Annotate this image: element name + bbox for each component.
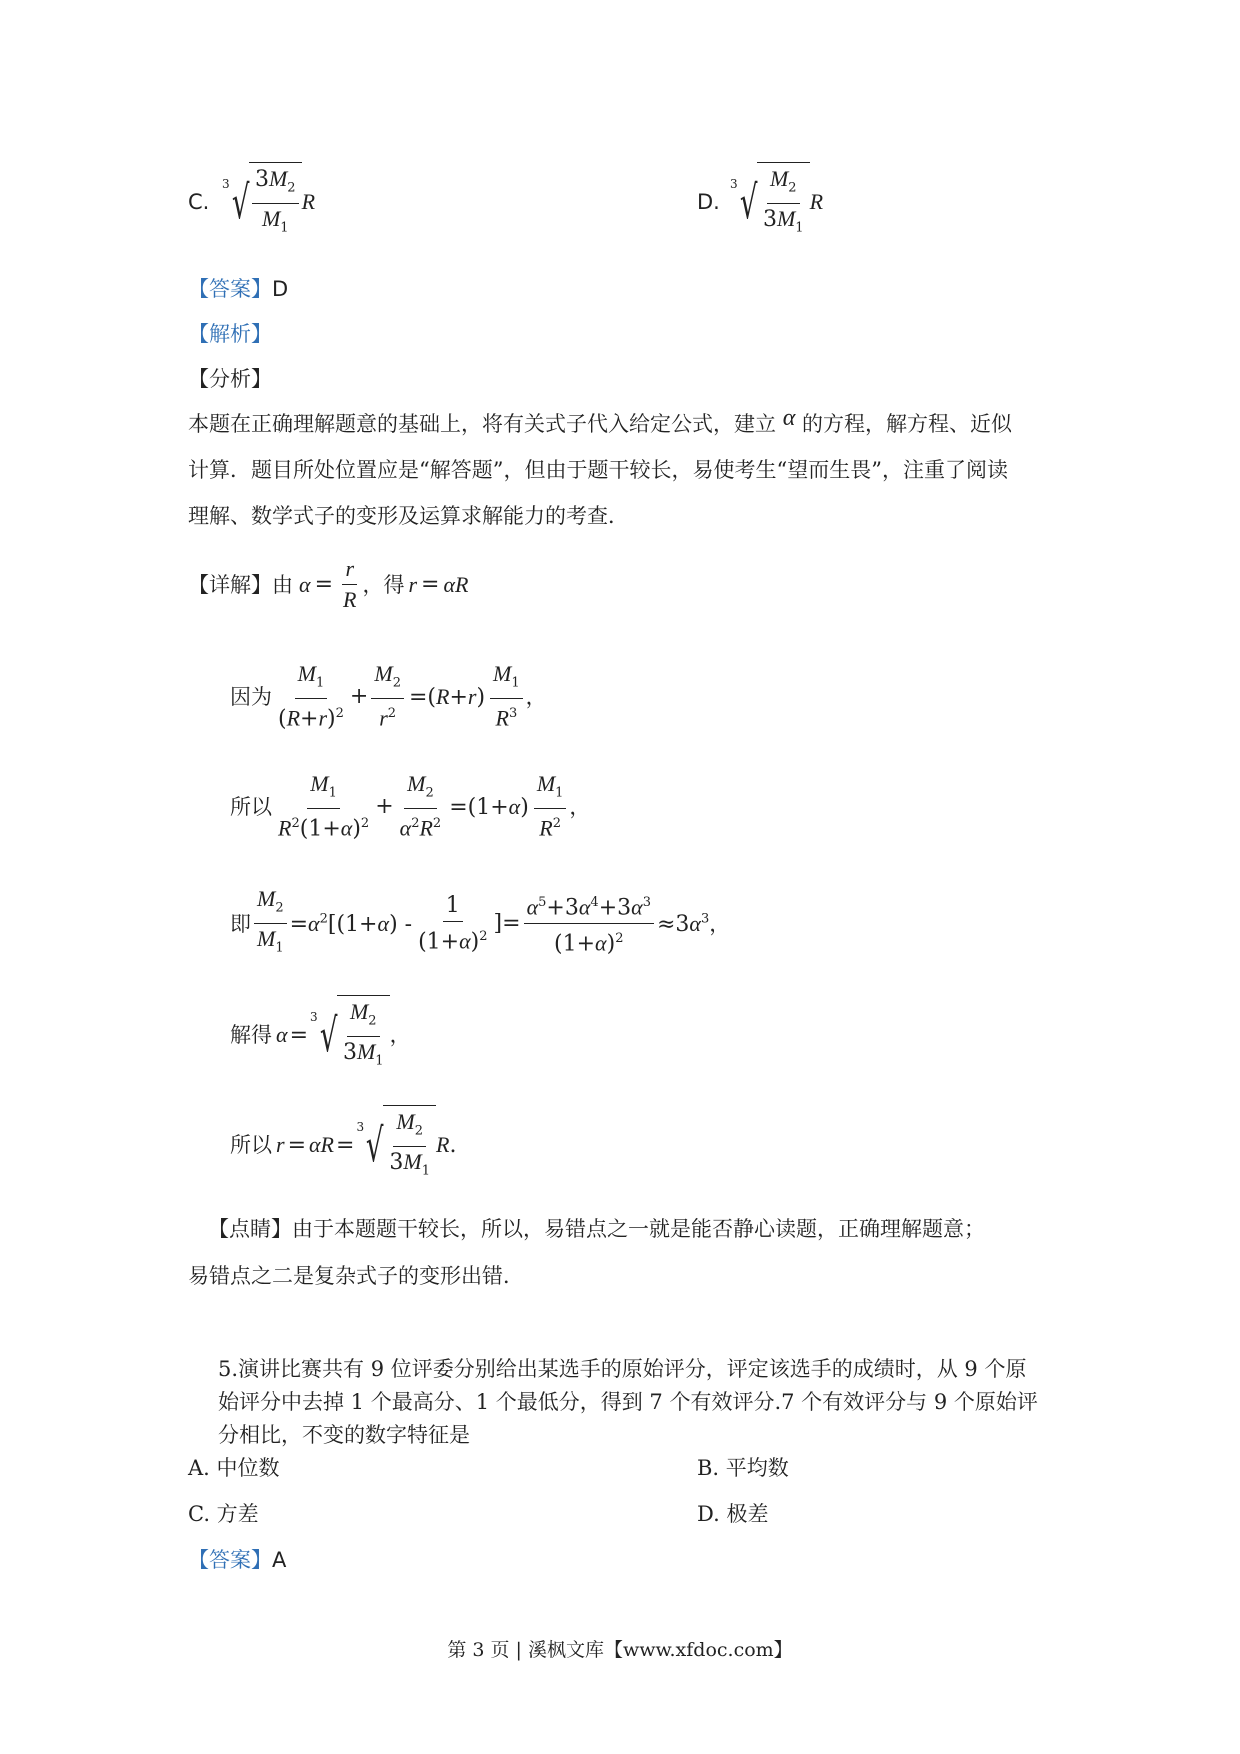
q5-line-3: 分相比，不变的数字特征是	[218, 1423, 470, 1447]
fenxi-line-1: 本题在正确理解题意的基础上，将有关式子代入给定公式，建立 α 的方程，解方程、近似	[188, 405, 1012, 436]
option-c-formula: 3 √ $\frac{3M_2}{M_1}$ R	[222, 162, 315, 243]
detail-so-2: 所以 r = αR = 3 √ $\frac{M_2}{3M_1}$ R .	[230, 1105, 456, 1186]
q5-option-b: B. 平均数	[697, 1456, 789, 1480]
page-footer: 第 3 页 | 溪枫文库【www.xfdoc.com】	[447, 1639, 793, 1661]
detail-jiede: 解得 α = 3 √ $\frac{M_2}{3M_1}$ ，	[230, 995, 411, 1076]
fenxi-line-3: 理解、数学式子的变形及运算求解能力的考查．	[188, 504, 629, 528]
q5-option-c: C. 方差	[188, 1502, 259, 1526]
answer-bracket: 【答案】	[188, 277, 272, 301]
fenxi-label: 【分析】	[188, 367, 272, 391]
option-d-formula: 3 √ $\frac{M_2}{3M_1}$ R	[730, 162, 823, 243]
cube-root: 3 √ $\frac{M_2}{3M_1}$	[730, 162, 810, 243]
dianjing-line-2: 易错点之二是复杂式子的变形出错．	[188, 1264, 524, 1288]
fenxi-line-2: 计算．题目所处位置应是“解答题”，但由于题干较长，易使考生“望而生畏”，注重了阅读	[188, 458, 1008, 482]
cube-root: 3 √ $\frac{3M_2}{M_1}$	[222, 162, 302, 243]
analysis-label: 【解析】	[188, 322, 272, 346]
q5-line-1: 5.演讲比赛共有 9 位评委分别给出某选手的原始评分，评定该选手的成绩时，从 9 个原	[218, 1357, 1027, 1381]
q5-option-d: D. 极差	[697, 1502, 769, 1526]
q5-line-2: 始评分中去掉 1 个最高分、1 个最低分，得到 7 个有效评分.7 个有效评分与 9 个原始评	[218, 1390, 1038, 1414]
option-c-label: C.	[188, 190, 210, 214]
detail-ji: 即 $\frac{M_2}{M_1}$ $=\alpha^2[(1+\alpha)$ - $\frac{1}{(1+\alpha)^2}$ ]= $\frac{\alpha^5+3\alpha^4+3\alpha^3}{(1+\alpha)^2}$ $\approx 3\alpha^3$ ，	[230, 886, 731, 957]
answer-value: A	[272, 1548, 287, 1572]
detail-so-1: 所以 $\frac{M_1}{R^2(1+\alpha)^2}$ + $\frac{M_2}{\alpha^2R^2}$ =(1+α) $\frac{M_1}{R^2}$ ，	[230, 771, 591, 842]
alpha-symbol: α	[782, 405, 796, 431]
detail-line-1: 【详解】由 α = $\frac{r}{R}$ ，得 r = αR	[188, 556, 469, 612]
option-d-label: D.	[697, 190, 720, 214]
answer-2	[188, 1546, 286, 1574]
answer-1	[188, 275, 288, 303]
dianjing-line-1: 【点睛】由于本题题干较长，所以，易错点之一就是能否静心读题，正确理解题意；	[208, 1217, 985, 1241]
answer-value: D	[272, 277, 289, 301]
detail-because: 因为 $\frac{M_1}{(R+r)^2}$ + $\frac{M_2}{r^2}$ =(R+r) $\frac{M_1}{R^3}$ ，	[230, 661, 547, 732]
option-d	[697, 190, 720, 214]
answer-bracket: 【答案】	[188, 1548, 272, 1572]
option-c	[188, 190, 209, 214]
q5-option-a: A. 中位数	[188, 1456, 280, 1480]
